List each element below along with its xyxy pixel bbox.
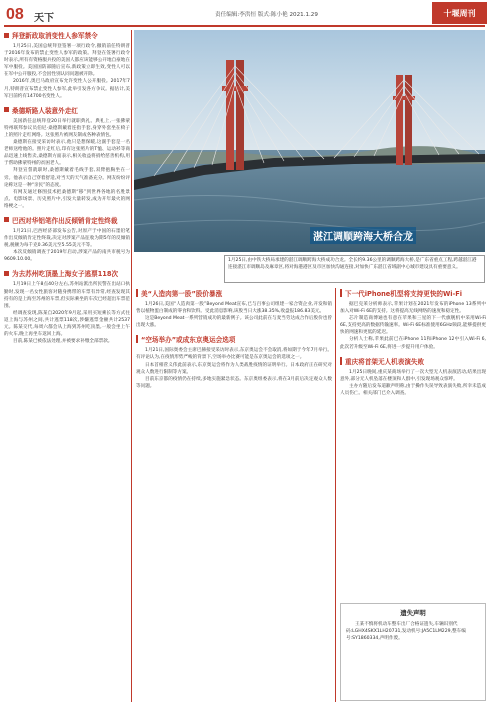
- column-divider: [335, 288, 336, 702]
- article-heading: [4, 268, 130, 278]
- article-text: 这是Beyond Meat一系列营销成功的最新例子。该公司此前在与麦当劳达成合作后股价也曾出现大涨。: [136, 316, 332, 329]
- column-divider: [131, 30, 132, 702]
- bridge-photo-image: [134, 30, 485, 252]
- article-heading: [340, 288, 486, 298]
- article-heading: [4, 30, 130, 40]
- article-text: 桑德斯在接受采访时表示,他只是想保暖,这副手套是一名老师送给他的。照片走红后,印有这张照片的T恤、运动衫等商品迅速上线售卖,桑德斯方面表示,相关收益将捐给慈善机构,用于帮助佛蒙特州的贫困老人。: [4, 140, 130, 167]
- bullet-icon: [4, 217, 9, 222]
- headline: 为去苏州吃顶墨上海女子逃票118次: [12, 270, 119, 279]
- bullet-icon: [4, 271, 9, 276]
- headline: “空场举办”或成东京奥运会选项: [141, 336, 236, 345]
- bullet-icon: [340, 289, 342, 297]
- article-heading: [340, 356, 486, 366]
- lost-notice-ad: [340, 603, 486, 701]
- editor-credits: 责任编辑:李洪恒 版式:陈小艳 2021.1.29: [215, 12, 318, 18]
- article-text: 有网友通过修图技术把桑德斯“移”到世界各地的名胜景点、电影场景、历史照片中,引发大量转发,成为开年最火的网络梗之一。: [4, 189, 130, 209]
- page-number: 08: [6, 6, 24, 23]
- article-text: 分析人士称,苹果此前已在iPhone 11和iPhone 12中引入Wi-Fi 6,此次若升级至Wi-Fi 6E,将进一步提升用户体验。: [340, 337, 486, 350]
- headline: 桑德斯路人装意外走红: [12, 106, 78, 115]
- article-text: 日本首相菅义伟此前表示,东京奥运会将作为人类战胜疫情的证明举行。日本政府正在研究对观众人数进行限制等方案。: [136, 362, 332, 375]
- right-column: [340, 288, 486, 600]
- ad-text: 王某不慎将机动车整车出厂合格证遗失,车辆识别代码:LGHX4SKX1LH20731,发动机号:JA5C1LM229,整车编号:SY1860334,声明作废。: [346, 622, 466, 642]
- article-text: 1月25日,美国总统拜登签署一项行政令,撤销前任特朗普于2016年发布的禁止变性人参军的政策。拜登在签署行政令时表示,所有有资格服兵役的美国人都应该能够公开地自豪地在军中服役。美国国防部随后宣布,新政策立即生效,变性人可以在军中公开服役,不会因性别认同问题被开除。: [4, 44, 130, 78]
- photo-title: 湛江调顺跨海大桥合龙: [310, 227, 416, 244]
- article-text: 2016年,奥巴马政府宣布允许变性人公开服役。2017年7月,特朗普宣布禁止变性人参军,此举引发各方争议。据估计,美军目前约有14700名变性人。: [4, 79, 130, 99]
- article-text: 美国新任总统拜登20日举行就职典礼。典礼上,一张佛蒙特州联邦参议员伯尼·桑德斯戴着连指手套,身穿外套坐在椅子上的照片走红网络。这张照片被网友制成各种表情包。: [4, 118, 130, 138]
- article-text: 目前,陈某已被依法处理,并被要求补缴全部票款。: [13, 339, 113, 345]
- headline: 下一代iPhone机型将支持更快的Wi-Fi: [345, 290, 463, 298]
- section-title: 天下: [34, 13, 54, 24]
- article-text: 1月21日,国际奥委会主席巴赫接受采访时表示,东京奥运会不会取消,将如期于今年7月举行。有评论认为,在疫情形势严峻的背景下,空场举办比赛可能是东京奥运会的选项之一。: [136, 348, 332, 361]
- article-heading: [136, 288, 332, 298]
- article-text: 芯片制造商博通也有意在苹果和三星的下一代旗舰机中采用Wi-Fi 6E,支持更高的数据传输速率。Wi-Fi 6E标准使用6GHz频段,能够提供更快的网速和更低的延迟。: [340, 316, 486, 336]
- article-heading: [4, 215, 130, 225]
- article-text: 拜登宣誓就职时,桑德斯戴着毛线手套,双臂抱胸坐在一旁。他表示自己穿着舒适,对当天的天气准备充分。网友纷纷评论称这是一种“亲民”的态度。: [4, 168, 130, 188]
- left-column: [4, 30, 130, 702]
- article-text: 经调查发现,陈某自2020年9月起,采用买短乘长等方式往返上海与苏州之间,共计逃票118次,涉嫌逃票金额共计2537元。陈某交代,每周六都会从上海到苏州吃顶墨,一般会坐上午的火车,晚上再坐车返回上海。: [4, 310, 130, 338]
- article-text: 目前东京都的疫情仍在持续,多地实施紧急状态。东京奥组委表示,将在3月前后决定观众人数等问题。: [136, 376, 332, 389]
- photo-caption: 1月25日,由中铁大桥局承建的湛江调顺跨海大桥成功合龙。全长约9.36公里的调顺跨海大桥,是广东省重点工程,跨越湛江港连接湛江市调顺岛及麻章区,将对海港港区及市区加快沟通连接,对加快广东湛江省域副中心城市建设具有重要意义。: [224, 255, 485, 283]
- bullet-icon: [4, 33, 9, 38]
- ad-title: 遗失声明: [400, 609, 426, 617]
- bridge-photo: [134, 30, 485, 252]
- headline: 美“人造肉第一股”股价暴涨: [141, 290, 223, 298]
- article-text: 1月25日晚间,重庆某商场举行了一次大型无人机表演活动,结果出现意外,部分无人机坠落在楼顶和人群中,引发现场观众惊呼。: [340, 369, 486, 382]
- headline: 巴西对华铝笔作出反倾销肯定性终裁: [12, 216, 118, 225]
- headline: 拜登新政取消变性人参军禁令: [12, 32, 98, 40]
- article-text: 1月21日,巴西经济部发布公告,对原产于中国的石墨铅笔作出反倾销肯定性终裁,决定对涉案产品征收为期5年的反倾销税,税额为每千克0.36美元至5.55美元不等。: [4, 228, 130, 249]
- header-divider: [4, 25, 485, 27]
- article-text: 据巴克莱分析师表示,苹果计划在2021年发布的iPhone 13系列中加入对Wi-Fi 6E的支持。这将提高无线网络的速度和稳定性。: [340, 302, 486, 315]
- bullet-icon: [4, 107, 9, 112]
- article-text: 主办方随后发布道歉声明称,由于操作失误导致表演失败,所幸未造成人员伤亡。相关部门已介入调查。: [340, 383, 486, 396]
- middle-column: [136, 288, 332, 702]
- bullet-icon: [340, 357, 342, 365]
- bullet-icon: [136, 289, 138, 297]
- publication-logo: 十堰周刊: [432, 2, 487, 24]
- article-heading: [136, 334, 332, 344]
- article-text: 1月19日上午8点40分左右,苏州站派出所民警在出站口执勤时,发现一名女性旅客对随身携带的车票有异常,经查发现其持有的是上海至苏州的车票,但实际乘坐的车次已经超出车票范围。: [4, 282, 130, 309]
- article-text: 本次反倾销调查于2019年启动,涉案产品的南共市税号为9609.10.00。: [4, 250, 130, 263]
- headline: 重庆将首架无人机表演失败: [345, 357, 425, 366]
- bullet-icon: [136, 335, 138, 343]
- article-text: 1月26日,美国“人造肉第一股”Beyond Meat宣布,已与百事公司组建一家合资企业,开发和销售以植物蛋白制成的零食和饮料。受此消息影响,该股当日大涨38.35%,收盘报186.83美元。: [136, 302, 332, 315]
- article-heading: [4, 105, 130, 115]
